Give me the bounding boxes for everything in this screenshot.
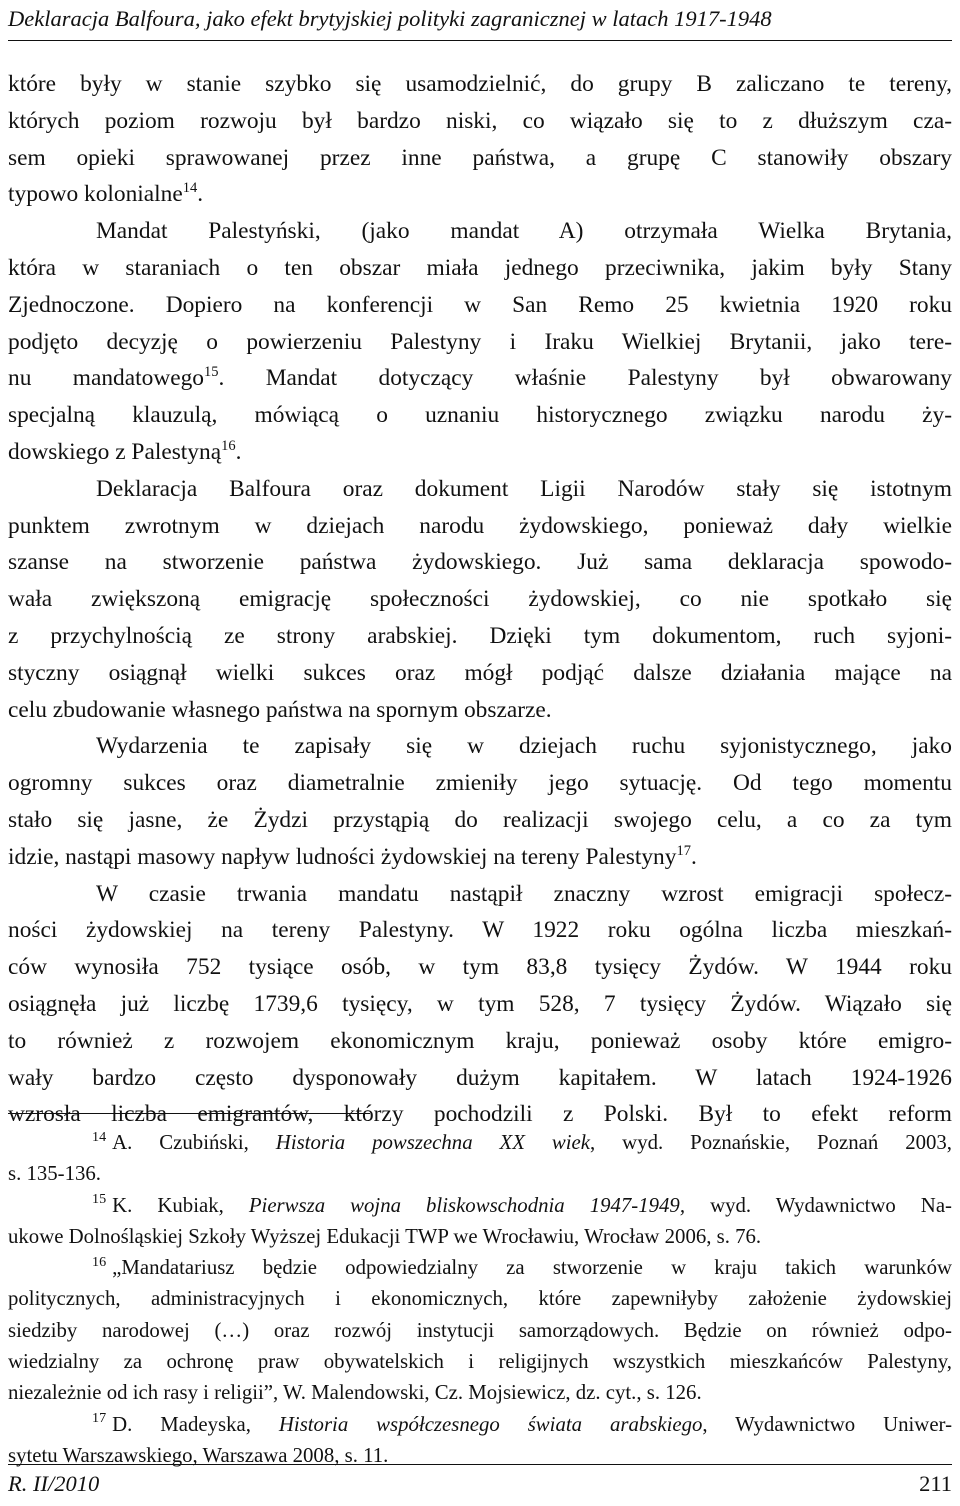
body-line: ogromny sukces oraz diametralnie zmieniły jego sytuację. Od tego momentu	[8, 770, 952, 797]
footnote-line: politycznych, administracyjnych i ekonomicznych, które zapewniłyby założenie żydowskiej	[8, 1287, 952, 1311]
body-line: która w staraniach o ten obszar miała jednego przeciwnika, jakim były Stany	[8, 254, 952, 281]
body-line: z przychylnością ze strony arabskiej. Dzięki tym dokumentom, ruch syjoni-	[8, 622, 952, 649]
footnote-ref: 17	[676, 842, 691, 859]
body-text-run: dowskiego z Palestyną	[8, 438, 222, 465]
body-line: które były w stanie szybko się usamodzielnić, do grupy B zaliczano te tereny,	[8, 71, 952, 97]
footnote-ref: 14	[182, 180, 198, 197]
body-line: punktem zwrotnym w dziejach narodu żydowskiego, ponieważ dały wielkie	[8, 512, 952, 539]
footnote-title: Historia powszechna XX wiek	[275, 1131, 591, 1154]
body-line: Zjednoczone. Dopiero na konferencji w San Remo 25 kwietnia 1920 roku	[8, 291, 952, 318]
body-text-run: idzie, nastąpi masowy napływ ludności żydowskiej na tereny Palestyny	[8, 843, 677, 870]
footnote-14	[8, 1127, 952, 1158]
paragraph-start-line: Mandat Palestyński, (jako mandat A) otrzymała Wielka Brytania,	[96, 218, 952, 245]
body-line: stało się jasne, że Żydzi przystąpią do realizacji swojego celu, a co za tym	[8, 806, 952, 833]
body-line: styczny osiągnął wielki sukces oraz mógł podjąć dalsze działania mające na	[8, 659, 952, 686]
journal-issue: R. II/2010	[8, 1471, 100, 1496]
footnote-text: , Wydawnictwo Uniwer-	[702, 1412, 952, 1436]
footnote-ref: 15	[203, 364, 219, 381]
footnote-number: 16	[92, 1253, 107, 1270]
footnote-text: „Mandatariusz będzie odpowiedzialny za stworzenie w kraju takich warunków	[112, 1256, 952, 1280]
body-line	[8, 360, 952, 397]
paragraph-start-line: Deklaracja Balfoura oraz dokument Ligii Narodów stały się istotnym	[96, 475, 952, 502]
footnote-text: wyd. Wydawnictwo Na-	[685, 1193, 952, 1217]
footnote-15	[8, 1190, 952, 1221]
footnote-line: wiedzialny za ochronę praw obywatelskich i religijnych wszystkich mieszkańców Palestyny,	[8, 1350, 952, 1374]
footer-rule	[8, 1464, 952, 1465]
body-text-run: .	[197, 181, 204, 208]
paragraph-start-line: Wydarzenia te zapisały się w dziejach ruchu syjonistycznego, jako	[96, 733, 952, 760]
body-line: wała zwiększoną emigrację społeczności żydowskiej, co nie spotkało się	[8, 586, 952, 613]
footnote-title: Pierwsza wojna bliskowschodnia 1947-1949,	[248, 1193, 686, 1217]
footnote-text: , wyd. Poznańskie, Poznań 2003,	[590, 1131, 952, 1154]
footnote-separator	[8, 1113, 370, 1114]
body-text-run: . Mandat dotyczący właśnie Palestyny był obwarowany	[218, 365, 952, 392]
footnote-17	[8, 1409, 952, 1440]
body-line: to również z rozwojem ekonomicznym kraju, ponieważ osoby które emigro-	[8, 1027, 952, 1054]
footnote-line: ukowe Dolnośląskiej Szkoły Wyższej Edukacji TWP we Wrocławiu, Wrocław 2006, s. 76.	[8, 1224, 762, 1248]
body-text-run: .	[690, 843, 697, 870]
footnote-text: D. Madeyska,	[112, 1412, 279, 1436]
body-line: wały bardzo często dysponowały dużym kapitałem. W latach 1924-1926	[8, 1064, 952, 1091]
body-line: osiągnęła już liczbę 1739,6 tysięcy, w tym 528, 7 tysięcy Żydów. Wiązało się	[8, 990, 952, 1017]
header-rule	[8, 40, 952, 41]
footnote-number: 17	[92, 1410, 107, 1427]
footnote-number: 15	[92, 1191, 107, 1208]
footnote-title: Historia współczesnego świata arabskiego	[278, 1412, 703, 1436]
body-text	[8, 66, 952, 1133]
footnote-number: 14	[92, 1128, 107, 1145]
body-line: podjęto decyzję o powierzeniu Palestyny i Iraku Wielkiej Brytanii, jako tere-	[8, 328, 952, 355]
body-line	[8, 839, 952, 876]
footnote-text: A. Czubiński,	[112, 1131, 276, 1154]
body-line: wzrosła liczba emigrantów, którzy pochodzili z Polski. Był to efekt reform	[8, 1101, 952, 1128]
footnote-text: K. Kubiak,	[112, 1193, 249, 1217]
footnote-16	[8, 1252, 952, 1283]
body-line: ców wynosiła 752 tysiące osób, w tym 83,8 tysięcy Żydów. W 1944 roku	[8, 954, 952, 981]
body-line: specjalną klauzulą, mówiącą o uznaniu historycznego związku narodu ży-	[8, 402, 952, 429]
body-text-run: typowo kolonialne	[8, 181, 183, 208]
body-line: szanse na stworzenie państwa żydowskiego. Już sama deklaracja spowodo-	[8, 549, 952, 576]
footnotes	[8, 1127, 952, 1471]
running-header: Deklaracja Balfoura, jako efekt brytyjskiej polityki zagranicznej w latach 1917-1948	[8, 6, 772, 31]
body-text-run: .	[235, 438, 242, 465]
body-text-run: nu mandatowego	[8, 365, 204, 392]
paragraph-start-line: W czasie trwania mandatu nastąpił znaczny wzrost emigracji społecz-	[96, 880, 952, 907]
body-line	[8, 434, 952, 471]
body-line	[8, 176, 952, 213]
footnote-line: s. 135-136.	[8, 1162, 102, 1186]
footnote-ref: 16	[221, 437, 236, 454]
page-number: 211	[919, 1471, 952, 1496]
footnote-line: sytetu Warszawskiego, Warszawa 2008, s. 11.	[8, 1443, 389, 1467]
body-line: ności żydowskiej na tereny Palestyny. W 1922 roku ogólna liczba mieszkań-	[8, 917, 952, 944]
body-line: których poziom rozwoju był bardzo niski, co wiązało się to z dłuższym cza-	[8, 107, 952, 134]
body-line: sem opieki sprawowanej przez inne państwa, a grupę C stanowiły obszary	[8, 144, 952, 171]
footnote-line: niezależnie od ich rasy i religii”, W. Malendowski, Cz. Mojsiewicz, dz. cyt., s. 126.	[8, 1381, 702, 1405]
footnote-line: siedziby narodowej (…) oraz rozwój instytucji samorządowych. Będzie on również odpo-	[8, 1318, 952, 1342]
body-line: celu zbudowanie własnego państwa na spornym obszarze.	[8, 696, 552, 723]
